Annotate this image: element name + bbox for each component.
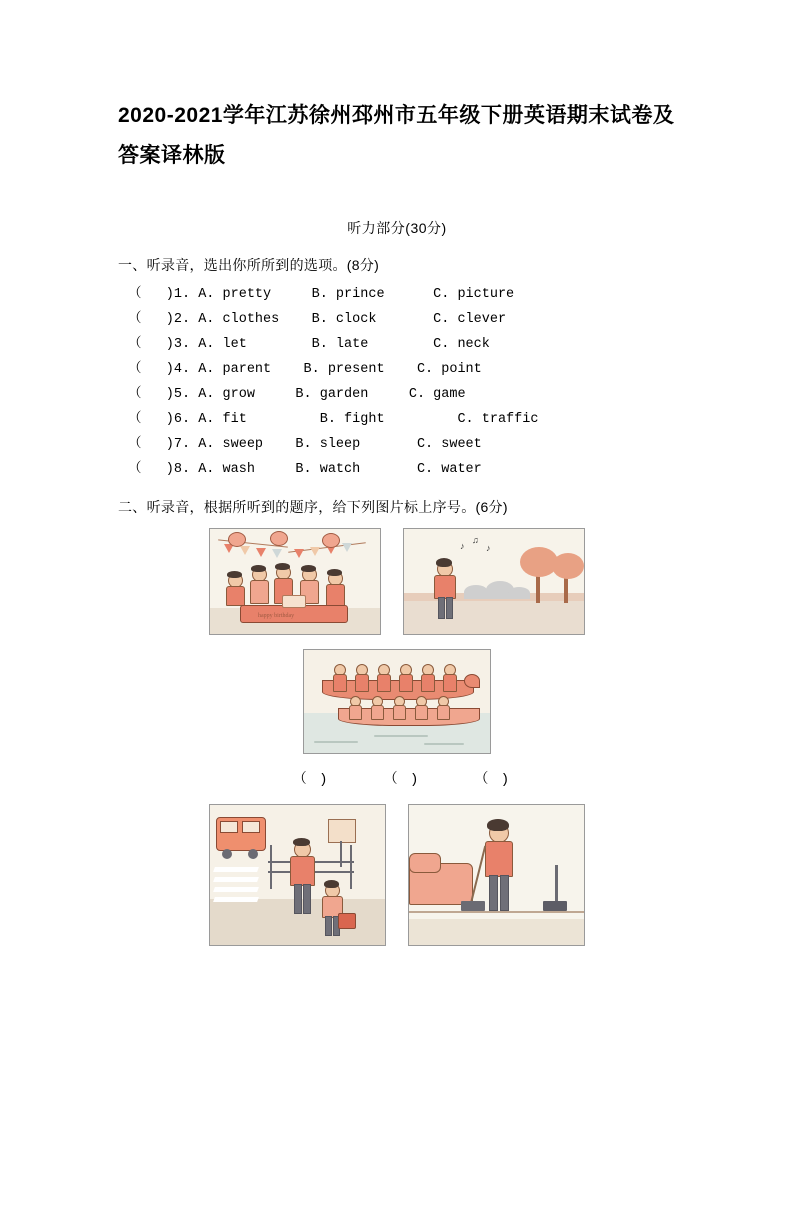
exam-page [0,96,794,1219]
choice-row: （ )5. A. grow B. garden C. game [128,387,466,402]
section-heading: 听力部分(30分) [347,220,447,236]
picture-row-bottom [118,804,676,946]
choice-row: （ )2. A. clothes B. clock C. clever [128,312,507,327]
page-title: 2020-2021学年江苏徐州邳州市五年级下册英语期末试卷及答案译林版 [118,104,675,167]
cleaning-room-picture [408,804,585,946]
answer-slot[interactable]: （ ) [474,772,512,788]
choice-row: （ )3. A. let B. late C. neck [128,337,490,352]
answer-slot[interactable]: （ ) [383,772,421,788]
picture-row-top [118,528,676,635]
choice-row: （ )7. A. sweep B. sleep C. sweet [128,437,482,452]
choice-row: （ )6. A. fit B. fight C. traffic [128,412,539,427]
choice-row: （ )1. A. pretty B. prince C. picture [128,287,515,302]
question2-heading: 二、听录音，根据所听到的题序，给下列图片标上序号。(6分) [118,499,508,515]
question1-choice-list [118,282,676,482]
question2-picture-block [118,528,676,946]
picture-row-middle [118,649,676,754]
autumn-park-picture: ♪ ♫ ♪ [403,528,585,635]
choice-row: （ )8. A. wash B. watch C. water [128,462,482,477]
answer-slot[interactable]: （ ) [292,772,330,788]
dragon-boat-picture [303,649,491,754]
street-crossing-picture [209,804,386,946]
question2-answer-slots [118,768,676,788]
choice-row: （ )4. A. parent B. present C. point [128,362,482,377]
birthday-party-picture: happy birthday [209,528,381,635]
question1-heading: 一、听录音，选出你所所到的选项。(8分) [118,257,380,273]
